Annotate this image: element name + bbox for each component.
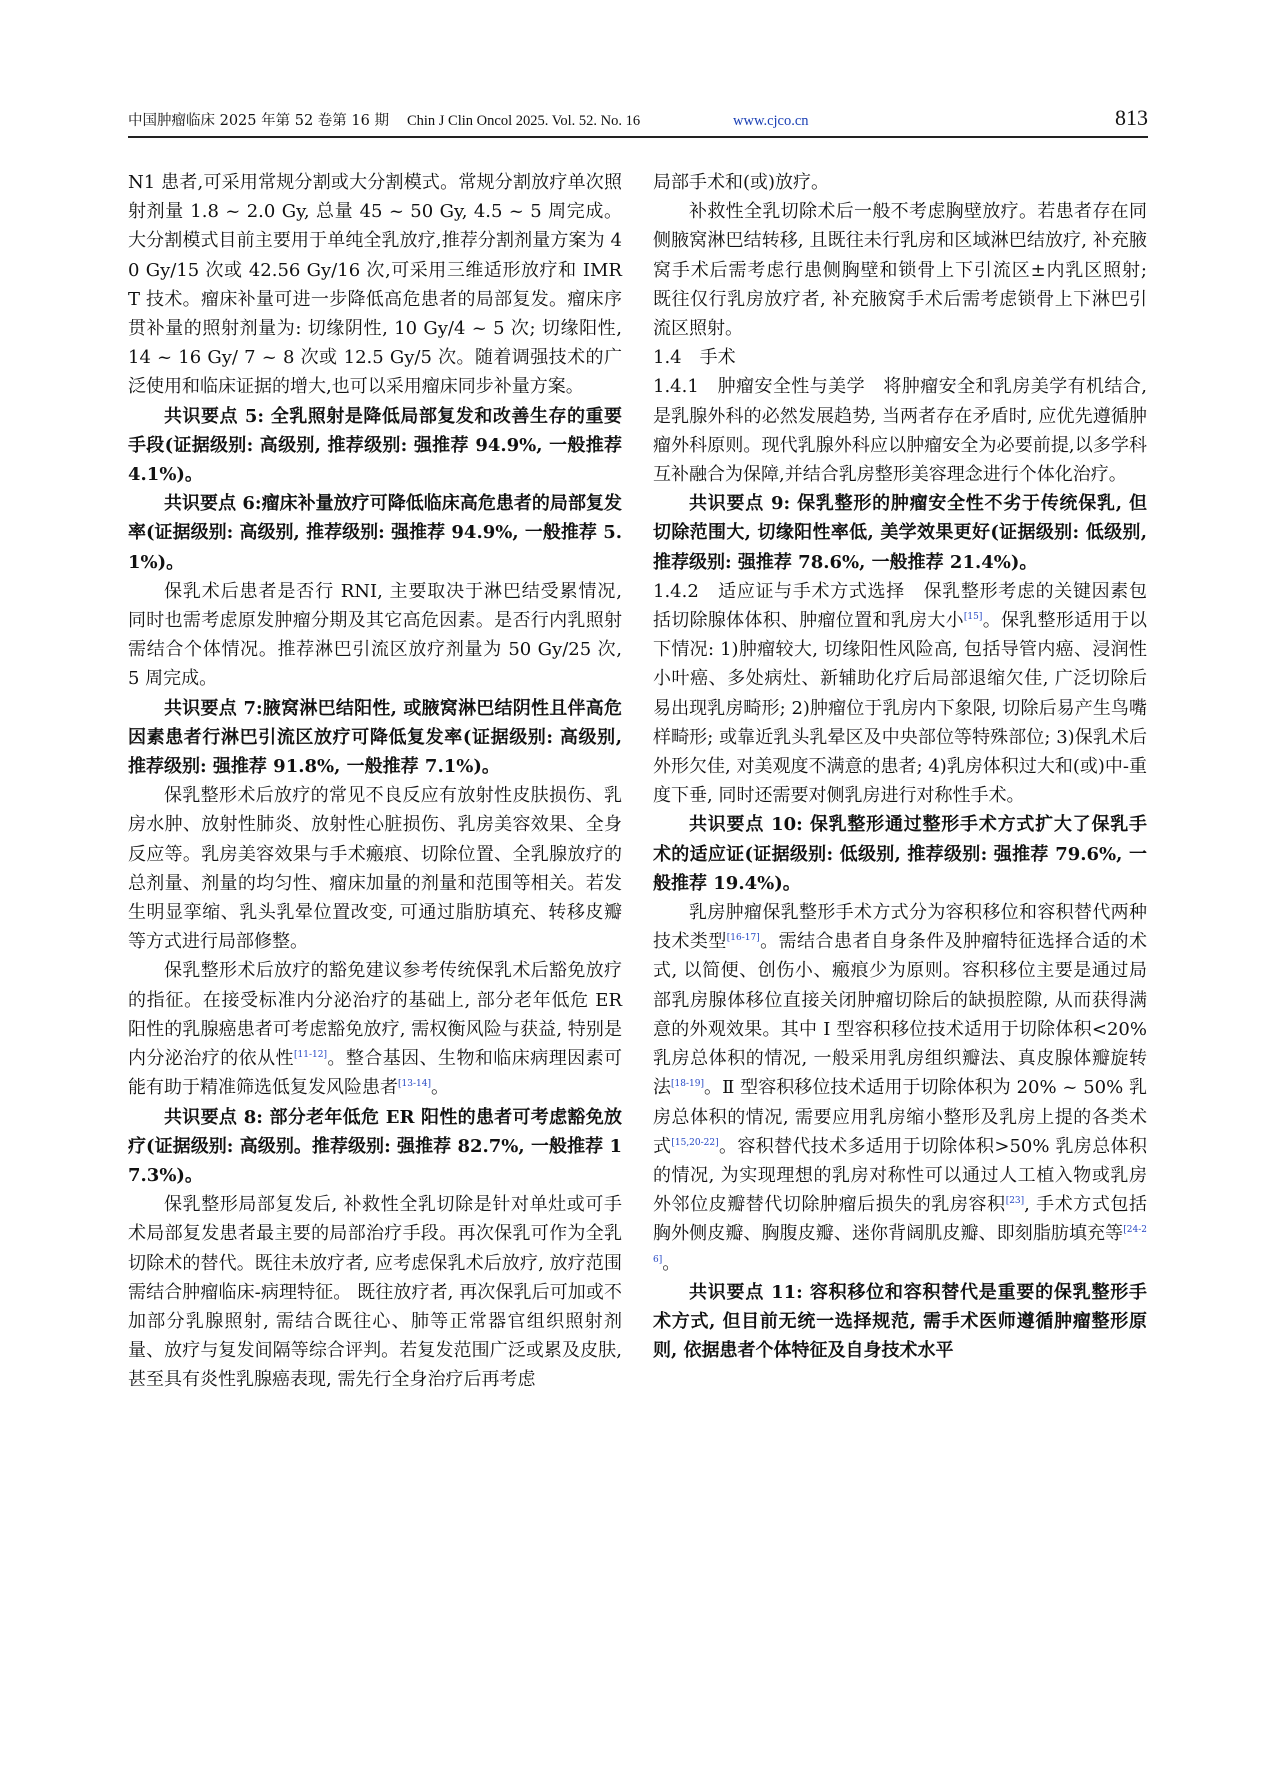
paragraph-salvage-mastectomy: 补救性全乳切除术后一般不考虑胸壁放疗。若患者存在同侧腋窝淋巴结转移, 且既往未行乳房和区域淋巴结放疗, 补充腋窝手术后需考虑行患侧胸壁和锁骨上下引流区±内乳区照射; 既往仅行乳房放疗者, 补充腋窝手术后需考虑锁骨上下淋巴引流区照射。 [653, 201, 1147, 340]
journal-citation [128, 109, 640, 130]
citation-link[interactable]: [11-12] [293, 1050, 327, 1061]
paragraph-radiotherapy-omission [128, 956, 622, 1102]
consensus-point-9: 共识要点 9: 保乳整形的肿瘤安全性不劣于传统保乳, 但切除范围大, 切缘阳性率低, 美学效果更好(证据级别: 低级别, 推荐级别: 强推荐 78.6%, 一般推荐 21.4%)。 [653, 493, 1147, 573]
text-segment: 。容积替代技术多适用于切除体积>50% 乳房总体积的情况, 为实现理想的乳房对称性可以通过人工植入物或乳房外邻位皮瓣替代切除肿瘤后损失的乳房容积 [653, 1135, 1147, 1216]
consensus-point-10: 共识要点 10: 保乳整形通过整形手术方式扩大了保乳手术的适应证(证据级别: 低级别, 推荐级别: 强推荐 79.6%, 一般推荐 19.4%)。 [653, 814, 1147, 894]
text-segment: 。整合基因、生物和临床病理因素可能有助于精准筛选低复发风险患者 [128, 1048, 623, 1099]
consensus-point-6: 共识要点 6:瘤床补量放疗可降低临床高危患者的局部复发率(证据级别: 高级别, 推荐级别: 强推荐 94.9%, 一般推荐 5.1%)。 [128, 493, 622, 573]
citation-link[interactable]: [15] [963, 612, 983, 623]
section-heading-surgery: 1.4 手术 [653, 347, 736, 369]
paragraph-rni: 保乳术后患者是否行 RNI, 主要取决于淋巴结受累情况, 同时也需考虑原发肿瘤分期及其它高危因素。是否行内乳照射需结合个体情况。推荐淋巴引流区放疗剂量为 50 Gy/25 次, 5 周完成。 [128, 580, 622, 690]
citation-link[interactable]: [16-17] [726, 933, 760, 944]
journal-title-cn: 中国肿瘤临床 2025 年第 52 卷第 16 期 [128, 113, 389, 129]
citation-link[interactable]: [18-19] [671, 1079, 705, 1090]
text-segment: , 手术方式包括胸外侧皮瓣、胸腹皮瓣、迷你背阔肌皮瓣、即刻脂肪填充等 [653, 1194, 1147, 1245]
text-segment: 。Ⅱ 型容积移位技术适用于切除体积为 20% ~ 50% 乳房总体积的情况, 需要应用乳房缩小整形及乳房上提的各类术式 [653, 1077, 1147, 1157]
citation-link[interactable]: [23] [1005, 1196, 1025, 1207]
paragraph-indications [653, 577, 1147, 811]
citation-link[interactable]: [15,20-22] [671, 1137, 719, 1148]
journal-title-en: Chin J Clin Oncol 2025. Vol. 52. No. 16 [406, 113, 641, 129]
left-column [128, 168, 622, 1395]
running-header [128, 100, 1148, 138]
paragraph-continuation: 局部手术和(或)放疗。 [653, 172, 830, 193]
paragraph-fractionation: N1 患者,可采用常规分割或大分割模式。常规分割放疗单次照射剂量 1.8 ~ 2.0 Gy, 总量 45 ~ 50 Gy, 4.5 ~ 5 周完成。大分割模式目前主要用于单纯全乳放疗,推荐分割剂量方案为 40 Gy/15 次或 42.56 Gy/16 次,可采用三维适形放疗和 IMRT 技术。瘤床补量可进一步降低高危患者的局部复发。瘤床序贯补量的照射剂量为: 切缘阴性, 10 Gy/4 ~ 5 次; 切缘阳性, 14 ~ 16 Gy/ 7 ~ 8 次或 12.5 Gy/5 次。随着调强技术的广泛使用和临床证据的增大,也可以采用瘤床同步补量方案。 [128, 172, 623, 398]
text-segment: 。保乳整形适用于以下情况: 1)肿瘤较大, 切缘阳性风险高, 包括导管内癌、浸润性小叶癌、多处病灶、新辅助化疗后局部退缩欠佳, 广泛切除后易出现乳房畸形; 2)肿瘤位于乳房内下象限, 切除后易产生鸟嘴样畸形; 或靠近乳头乳晕区及中央部位等特殊部位; 3)保乳术后外形欠佳, 对美观度不满意的患者; 4)乳房体积过大和(或)中-重度下垂, 同时还需要对侧乳房进行对称性手术。 [653, 610, 1148, 807]
paragraph-surgical-techniques [653, 898, 1147, 1278]
paragraph-oncologic-safety: 1.4.1 肿瘤安全性与美学 将肿瘤安全和乳房美学有机结合, 是乳腺外科的必然发展趋势, 当两者存在矛盾时, 应优先遵循肿瘤外科原则。现代乳腺外科应以肿瘤安全为必要前提,以多学科互补融合为保障,并结合乳房整形美容理念进行个体化治疗。 [653, 376, 1147, 486]
text-segment: 乳房肿瘤保乳整形手术方式分为容积移位和容积替代两种技术类型 [653, 902, 1147, 953]
consensus-point-8: 共识要点 8: 部分老年低危 ER 阳性的患者可考虑豁免放疗(证据级别: 高级别。推荐级别: 强推荐 82.7%, 一般推荐 17.3%)。 [128, 1106, 622, 1186]
paragraph-local-recurrence: 保乳整形局部复发后, 补救性全乳切除是针对单灶或可手术局部复发患者最主要的局部治疗手段。再次保乳可作为全乳切除术的替代。既往未放疗者, 应考虑保乳术后放疗, 放疗范围需结合肿瘤临床-病理特征。 既往放疗者, 再次保乳后可加或不加部分乳腺照射, 需结合既往心、肺等正常器官组织照射剂量、放疗与复发间隔等综合评判。若复发范围广泛或累及皮肤, 甚至具有炎性乳腺癌表现, 需先行全身治疗后再考虑 [128, 1194, 622, 1391]
citation-link[interactable]: [13-14] [398, 1079, 431, 1090]
paragraph-adverse-reactions: 保乳整形术后放疗的常见不良反应有放射性皮肤损伤、乳房水肿、放射性肺炎、放射性心脏损伤、乳房美容效果、全身反应等。乳房美容效果与手术瘢痕、切除位置、全乳腺放疗的总剂量、剂量的均匀性、瘤床加量的剂量和范围等相关。若发生明显挛缩、乳头乳晕位置改变, 可通过脂肪填充、转移皮瓣等方式进行局部修整。 [128, 785, 622, 953]
consensus-point-5: 共识要点 5: 全乳照射是降低局部复发和改善生存的重要手段(证据级别: 高级别, 推荐级别: 强推荐 94.9%, 一般推荐 4.1%)。 [128, 405, 622, 486]
text-segment: 。 [662, 1252, 681, 1274]
text-segment: 1.4.2 适应证与手术方式选择 保乳整形考虑的关键因素包括切除腺体体积、肿瘤位置和乳房大小 [653, 580, 1147, 632]
text-segment: 。需结合患者自身条件及肿瘤特征选择合适的术式, 以简便、创伤小、瘢痕少为原则。容积移位主要是通过局部乳房腺体移位直接关闭肿瘤切除后的缺损腔隙, 从而获得满意的外观效果。其中 I 型容积移位技术适用于切除体积<20% 乳房总体积的情况, 一般采用乳房组织瓣法、真皮腺体瓣旋转法 [653, 931, 1147, 1099]
text-segment: 保乳整形术后放疗的豁免建议参考传统保乳术后豁免放疗的指征。在接受标准内分泌治疗的基础上, 部分老年低危 ER 阳性的乳腺癌患者可考虑豁免放疗, 需权衡风险与获益, 特别是内分泌治疗的依从性 [128, 960, 622, 1070]
consensus-point-11: 共识要点 11: 容积移位和容积替代是重要的保乳整形手术方式, 但目前无统一选择规范, 需手术医师遵循肿瘤整形原则, 依据患者个体特征及自身技术水平 [653, 1281, 1147, 1362]
journal-url-link[interactable]: www.cjco.cn [733, 113, 809, 129]
citation-link[interactable]: [24-26] [653, 1225, 1147, 1265]
text-segment: 。 [430, 1077, 449, 1099]
page-number: 813 [1115, 105, 1148, 130]
consensus-point-7: 共识要点 7:腋窝淋巴结阳性, 或腋窝淋巴结阴性且伴高危因素患者行淋巴引流区放疗可降低复发率(证据级别: 高级别, 推荐级别: 强推荐 91.8%, 一般推荐 7.1%)。 [128, 697, 622, 778]
right-column [653, 168, 1147, 1365]
